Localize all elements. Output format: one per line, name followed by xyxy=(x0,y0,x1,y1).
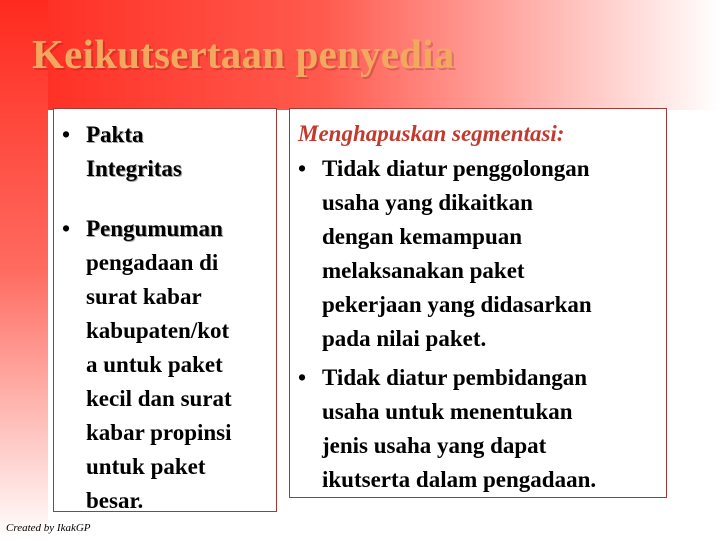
left-item2-line: Pengumuman xyxy=(86,216,223,241)
right-item1-line: usaha yang dikaitkan xyxy=(322,190,533,215)
bullet-icon: • xyxy=(62,216,71,241)
right-item1-line: pekerjaan yang didasarkan xyxy=(322,292,592,317)
right-item-penggolongan xyxy=(298,152,663,356)
right-item1-line: Tidak diatur penggolongan xyxy=(322,156,590,181)
left-item2-line: besar. xyxy=(86,488,144,513)
right-item2-line: Tidak diatur pembidangan xyxy=(322,365,588,390)
left-item2-line: pengadaan di xyxy=(86,250,219,275)
left-item-pengumuman xyxy=(62,212,276,518)
bullet-icon: • xyxy=(298,365,307,390)
right-item1-line: dengan kemampuan xyxy=(322,224,523,249)
right-item1-line: melaksanakan paket xyxy=(322,258,525,283)
bullet-icon: • xyxy=(298,156,307,181)
right-panel xyxy=(289,108,667,498)
left-item-pakta-integritas xyxy=(62,118,272,186)
bullet-icon: • xyxy=(62,122,71,147)
left-panel xyxy=(53,108,277,512)
right-item-pembidangan xyxy=(298,361,663,497)
left-item2-line: a untuk paket xyxy=(86,352,223,377)
slide-title: Keikutsertaan penyedia xyxy=(32,31,455,77)
right-panel-heading: Menghapuskan segmentasi: xyxy=(298,121,565,146)
author-credit: Created by IkakGP xyxy=(6,522,91,534)
right-item2-line: usaha untuk menentukan xyxy=(322,399,573,424)
left-item2-line: kabar propinsi xyxy=(86,420,232,445)
left-item2-line: surat kabar xyxy=(86,284,202,309)
left-item2-line: untuk paket xyxy=(86,454,206,479)
left-item2-line: kecil dan surat xyxy=(86,386,232,411)
right-item1-line: pada nilai paket. xyxy=(322,326,487,351)
left-item1-line: Integritas xyxy=(86,156,182,181)
left-item1-line: Pakta xyxy=(86,122,144,147)
left-item2-line: kabupaten/kot xyxy=(86,318,230,343)
right-item2-line: ikutserta dalam pengadaan. xyxy=(322,467,597,492)
right-item2-line: jenis usaha yang dapat xyxy=(322,433,547,458)
